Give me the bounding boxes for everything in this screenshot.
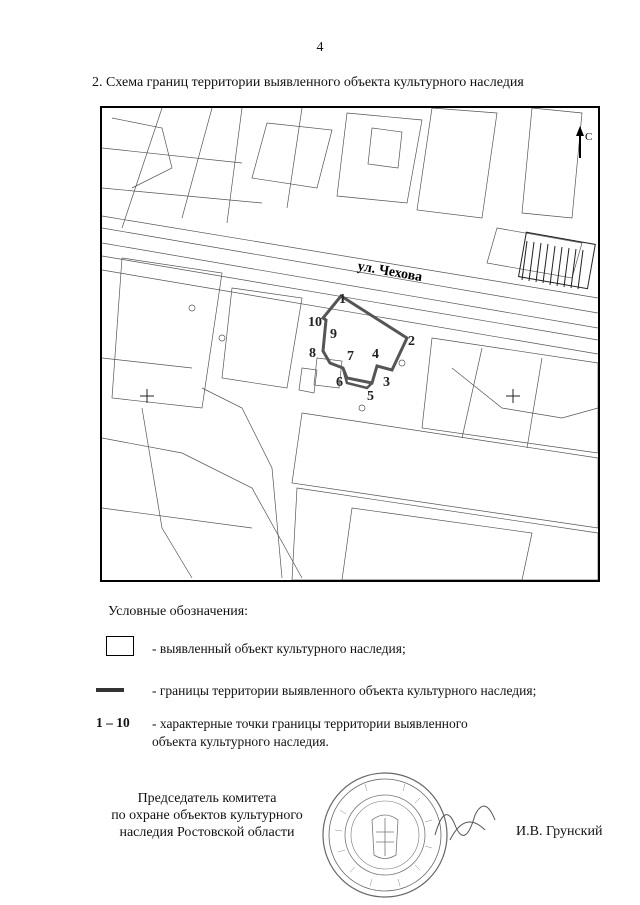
signatory-line2: по охране объектов культурного: [111, 808, 303, 823]
north-arrow-icon: [576, 126, 584, 158]
point-label-8: 8: [309, 346, 316, 361]
point-label-5: 5: [367, 389, 374, 404]
point-label-2: 2: [408, 334, 415, 349]
map-drawing: [102, 108, 598, 580]
site-plan-map: [100, 106, 600, 582]
legend-item-object: - выявленный объект культурного наследия;: [152, 641, 406, 656]
legend-points-key: 1 – 10: [96, 715, 130, 730]
hatched-building: [519, 232, 596, 289]
signatory-line1: Председатель комитета: [137, 791, 277, 806]
legend-item-boundary: - границы территории выявленного объекта культурного наследия;: [152, 683, 537, 698]
legend-item-points-line2: объекта культурного наследия.: [152, 734, 329, 749]
point-label-4: 4: [372, 347, 379, 362]
topographic-lines: [102, 108, 598, 580]
signatory-title: [92, 790, 322, 841]
north-label: С: [585, 131, 593, 143]
legend-object-symbol: [106, 636, 134, 656]
point-label-1: 1: [339, 292, 346, 307]
point-label-7: 7: [347, 349, 354, 364]
legend-boundary-symbol: [96, 688, 124, 692]
point-label-6: 6: [336, 375, 343, 390]
point-label-10: 10: [308, 315, 322, 330]
point-label-3: 3: [383, 375, 390, 390]
legend-title: Условные обозначения:: [108, 604, 249, 619]
page-heading: 2. Схема границ территории выявленного объекта культурного наследия: [92, 75, 524, 90]
legend-item-points-line1: - характерные точки границы территории выявленного: [152, 716, 468, 731]
handwritten-signature: [430, 790, 500, 850]
grid-cross-marks: [140, 389, 520, 403]
signatory-line3: наследия Ростовской области: [119, 825, 295, 840]
signatory-name: И.В. Грунский: [516, 824, 603, 839]
street-label: ул. Чехова: [356, 259, 424, 286]
point-label-9: 9: [330, 327, 337, 342]
page-number: 4: [316, 40, 324, 55]
